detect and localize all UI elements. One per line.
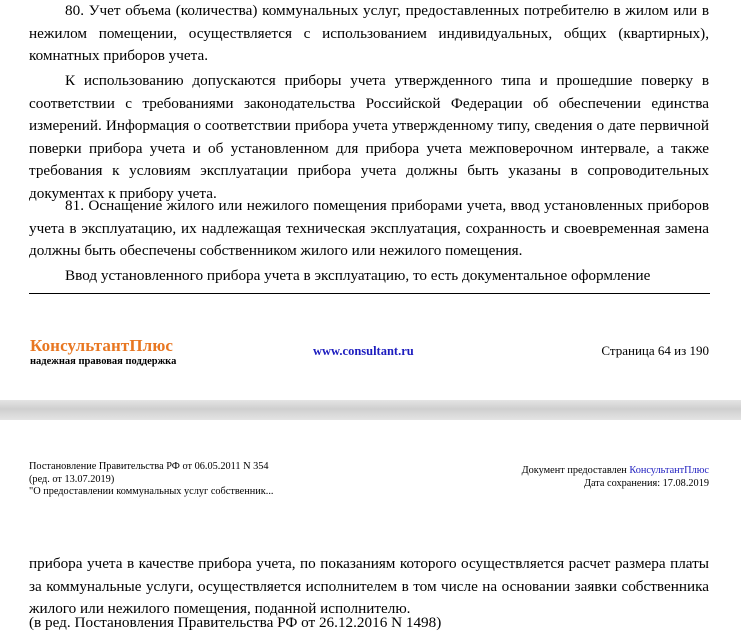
provider-brand-link[interactable]: КонсультантПлюс bbox=[629, 465, 709, 476]
document-header-info bbox=[29, 461, 274, 499]
footer-divider bbox=[29, 293, 710, 294]
document-title-line: Постановление Правительства РФ от 06.05.2011 N 354 bbox=[29, 461, 269, 472]
paragraph-81: 81. Оснащение жилого или нежилого помещения приборами учета, ввод установленных приборов учета в эксплуатацию, их надлежащая техническая эксплуатация, сохранность и своевременная замена должны быть обеспечены собственником жилого или нежилого помещения. bbox=[29, 197, 709, 259]
page-separator bbox=[0, 400, 741, 420]
provided-by-label: Документ предоставлен bbox=[521, 465, 630, 476]
amendment-note: (в ред. Постановления Правительства РФ от 26.12.2016 N 1498) bbox=[29, 614, 442, 631]
logo-tagline: надежная правовая поддержка bbox=[30, 356, 177, 367]
paragraph-81-commissioning: Ввод установленного прибора учета в эксплуатацию, то есть документальное оформление bbox=[65, 267, 651, 284]
save-date: Дата сохранения: 17.08.2019 bbox=[583, 477, 709, 489]
paragraph-80: 80. Учет объема (количества) коммунальных услуг, предоставленных потребителю в жилом или в нежилом помещении, осуществляется с использованием индивидуальных, общих (квартирных), комнатных приборов учета. bbox=[29, 2, 709, 64]
website-link[interactable]: www.consultant.ru bbox=[313, 344, 414, 358]
consultant-logo: КонсультантПлюс bbox=[30, 336, 174, 355]
paragraph-80-devices: К использованию допускаются приборы учета утвержденного типа и прошедшие поверку в соответствии с требованиями законодательства Российской Федерации об обеспечении единства измерений. Информация о соответствии прибора учета утвержденному типу, сведения о дате первичной поверки прибора учета и об установленном для прибора учета межповерочном интервале, а также требования к условиям эксплуатации прибора учета должны быть указаны в сопроводительных документах к прибору учета. bbox=[29, 72, 709, 202]
page-number: Страница 64 из 190 bbox=[601, 343, 709, 358]
document-provider-info bbox=[400, 465, 709, 490]
document-subject-line: "О предоставлении коммунальных услуг собственник... bbox=[29, 486, 274, 497]
paragraph-continuation: прибора учета в качестве прибора учета, по показаниям которого осуществляется расчет размера платы за коммунальные услуги, осуществляется исполнителем в том числе на основании заявки собственника жилого или нежилого помещения, поданной исполнителю. bbox=[29, 555, 709, 617]
document-revision-line: (ред. от 13.07.2019) bbox=[29, 473, 115, 485]
